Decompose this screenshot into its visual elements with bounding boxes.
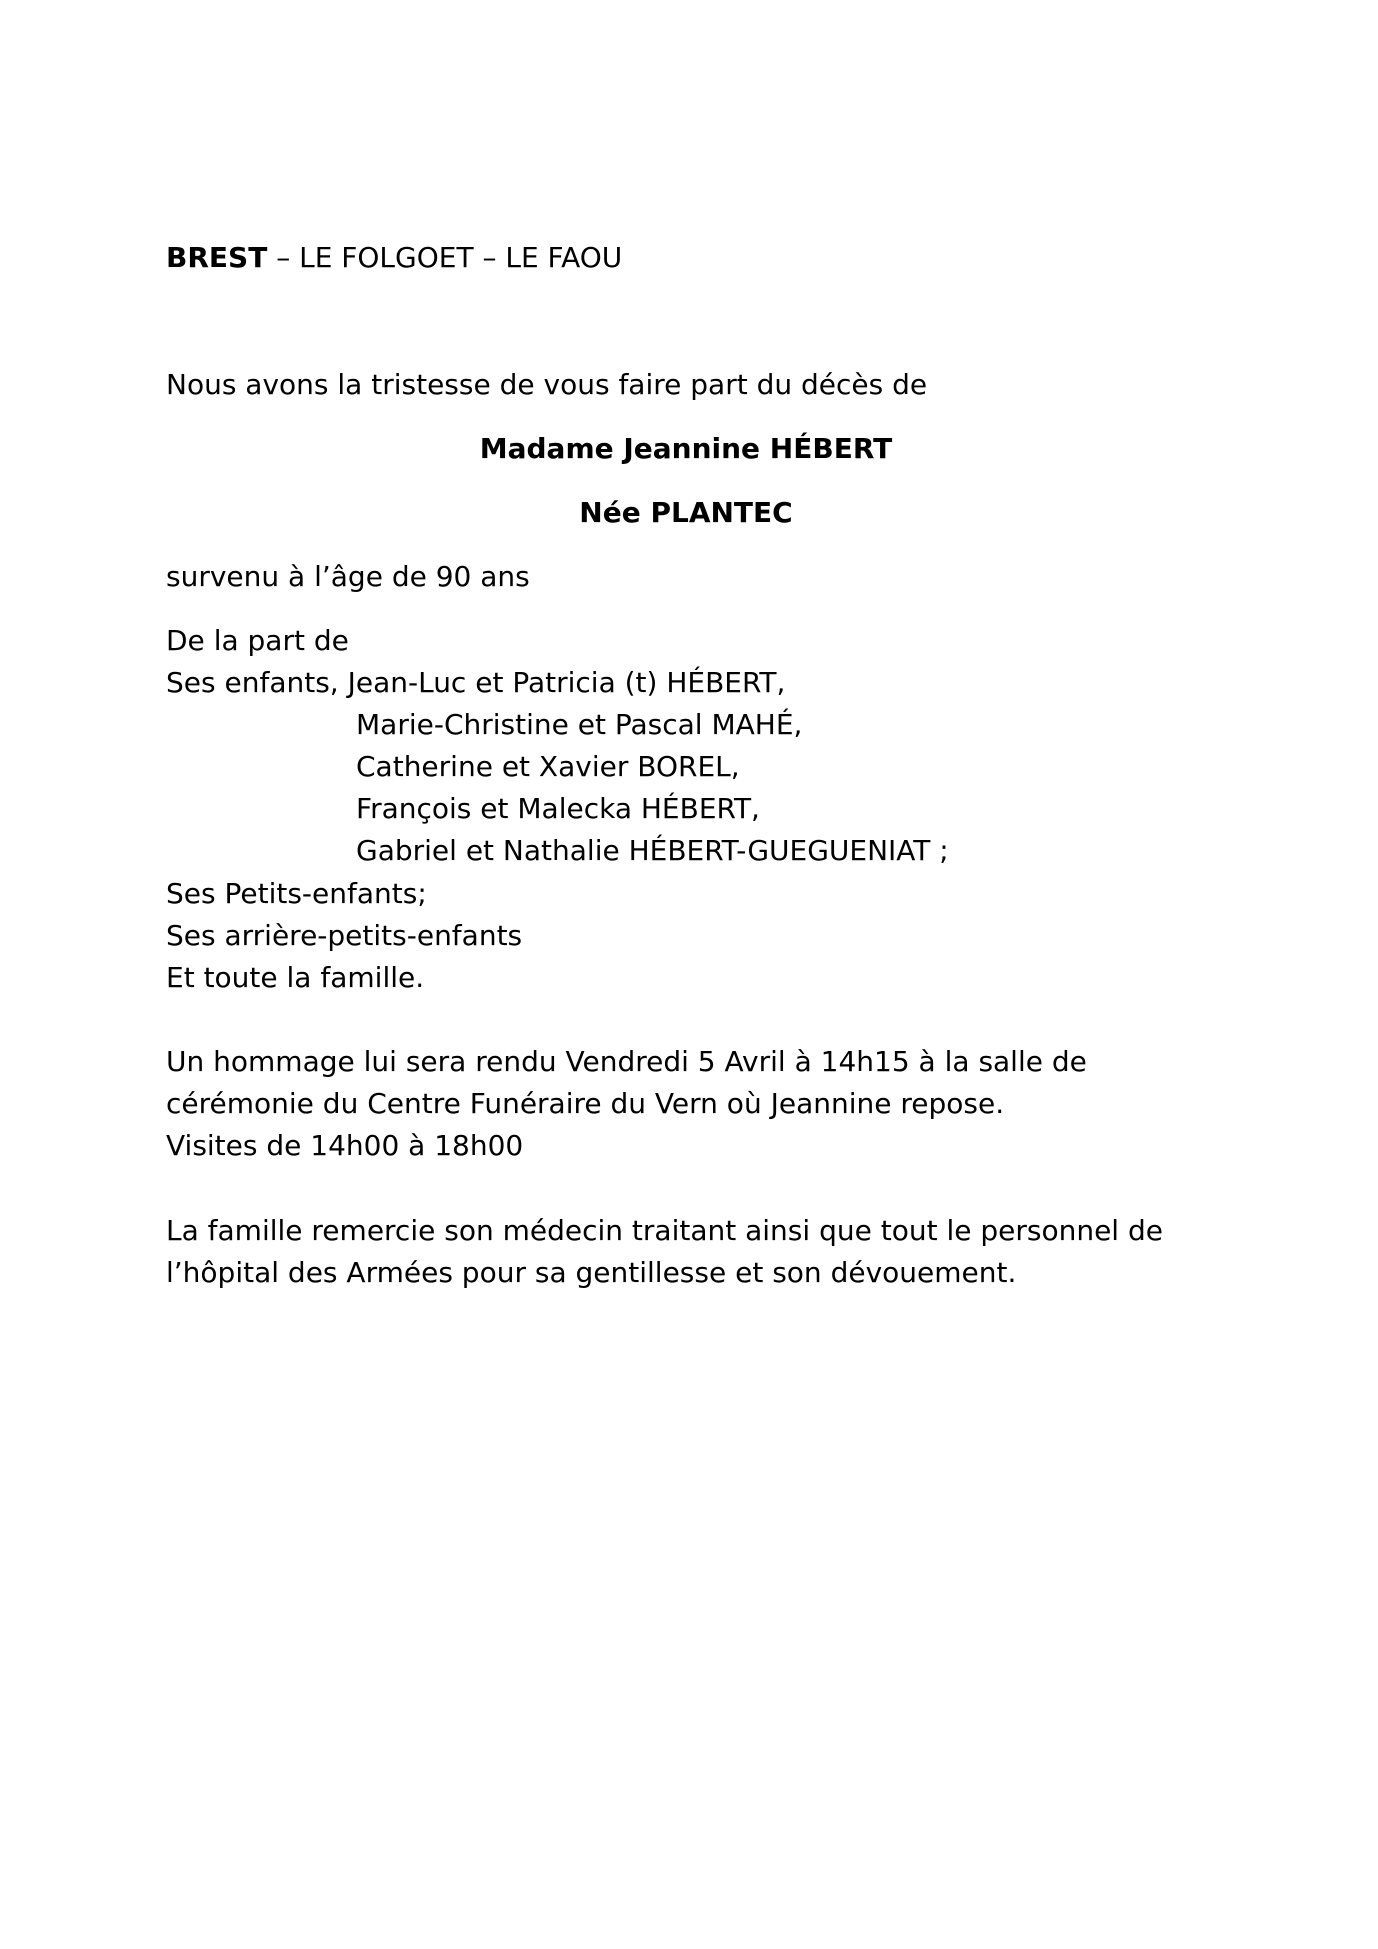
deceased-name: Madame Jeannine HÉBERT <box>479 432 893 465</box>
ceremony-line-1: Un hommage lui sera rendu Vendredi 5 Avril à 14h15 à la salle de <box>166 1045 1087 1078</box>
child-entry: Marie-Christine et Pascal MAHÉ, <box>356 708 803 741</box>
grandchildren-line: Ses Petits-enfants; <box>166 877 427 910</box>
child-entry: Gabriel et Nathalie HÉBERT-GUEGUENIAT ; <box>356 834 949 867</box>
header-locations <box>166 238 622 278</box>
great-grandchildren-line: Ses arrière-petits-enfants <box>166 919 523 952</box>
family-all-line: Et toute la famille. <box>166 961 425 994</box>
thanks-line-2: l’hôpital des Armées pour sa gentillesse et son dévouement. <box>166 1256 1017 1289</box>
header-city-main: BREST <box>166 241 268 274</box>
child-entry: Catherine et Xavier BOREL, <box>356 750 740 783</box>
announcement-intro: Nous avons la tristesse de vous faire part du décès de <box>166 368 928 401</box>
child-entry: François et Malecka HÉBERT, <box>356 792 760 825</box>
ceremony-line-2: cérémonie du Centre Funéraire du Vern où Jeannine repose. <box>166 1087 1005 1120</box>
children-line: Ses enfants, Jean-Luc et Patricia (t) HÉBERT, <box>166 666 786 699</box>
header-city-rest: – LE FOLGOET – LE FAOU <box>267 241 623 274</box>
maiden-name: Née PLANTEC <box>579 496 793 529</box>
thanks-line-1: La famille remercie son médecin traitant ainsi que tout le personnel de <box>166 1214 1163 1247</box>
age-line: survenu à l’âge de 90 ans <box>166 560 530 593</box>
visiting-hours: Visites de 14h00 à 18h00 <box>166 1129 524 1162</box>
from-label: De la part de <box>166 624 349 657</box>
